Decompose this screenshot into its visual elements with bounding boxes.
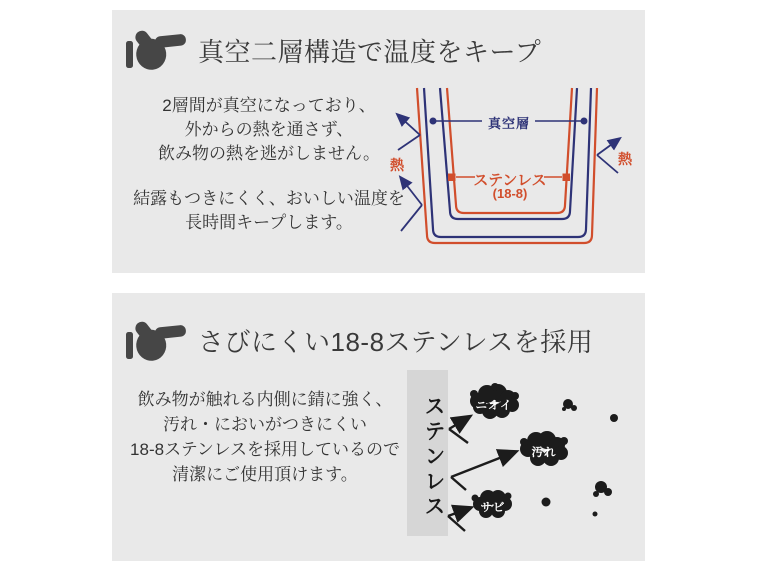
stainless-marker-left xyxy=(448,174,456,182)
section2-title: さびにくい18-8ステンレスを採用 xyxy=(198,327,594,357)
section1-title: 真空二層構造で温度をキープ xyxy=(198,37,542,67)
section-stainless-steel xyxy=(112,293,645,561)
text-line: 外からの熱を通さず、 xyxy=(184,120,354,139)
rust-label: サビ xyxy=(480,502,506,514)
heat-label-left: 熱 xyxy=(390,157,404,173)
stainless-bar-label: ステンレス xyxy=(422,394,445,520)
text-line: 飲み物が触れる内側に錆に強く、 xyxy=(137,390,393,409)
text-line: 清潔にご使用頂けます。 xyxy=(172,465,358,484)
text-line: 汚れ・においがつきにくい xyxy=(163,415,367,434)
text-line: 18-8ステンレスを採用しているので xyxy=(130,440,400,459)
rust-repel-diagram xyxy=(112,293,645,561)
stainless-marker-right xyxy=(563,174,571,182)
section-vacuum-insulation xyxy=(112,10,645,273)
vacuum-dot-left xyxy=(430,118,437,125)
vacuum-dot-right xyxy=(581,118,588,125)
dirt-label: 汚れ xyxy=(531,447,557,459)
text-line: 2層間が真空になっており、 xyxy=(162,96,376,115)
heat-label-right: 熱 xyxy=(618,151,632,167)
stainless-label: ステンレス xyxy=(473,172,547,189)
vacuum-layer-label: 真空層 xyxy=(487,116,530,131)
text-line: 結露もつきにくく、おいしい温度を xyxy=(133,189,405,208)
text-line: 長時間キープします。 xyxy=(185,213,353,232)
text-line: 飲み物の熱を逃がしません。 xyxy=(157,144,381,163)
odor-label: ニオイ xyxy=(475,400,513,412)
vacuum-cup-diagram xyxy=(112,10,645,273)
stainless-sub-label: (18-8) xyxy=(492,186,528,201)
